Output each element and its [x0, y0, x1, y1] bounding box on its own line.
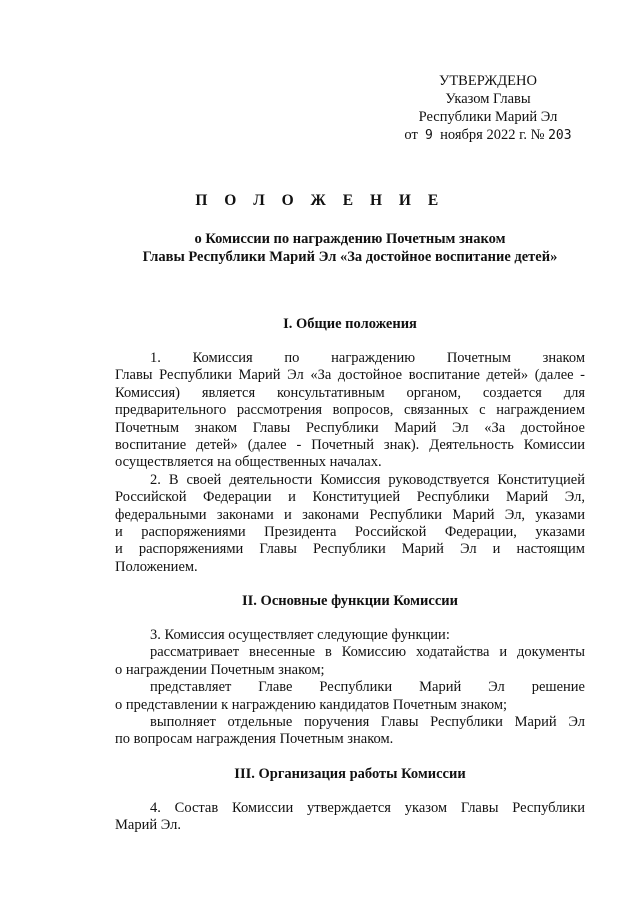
function-item-1: [115, 644, 585, 679]
text-line: о представлении к награждению кандидатов Почетным знаком;: [115, 696, 508, 713]
text-line: Главы Республики Марий Эл «За достойное воспитание детей» (далее -: [115, 367, 585, 384]
paragraph-2: [115, 472, 585, 576]
approval-republic-line: Республики Марий Эл: [418, 109, 558, 125]
text-line: воспитание детей» (далее - Почетный знак). Деятельность Комиссии: [115, 436, 585, 453]
text-line: 2. В своей деятельности Комиссия руководствуется Конституцией: [150, 471, 585, 488]
text-line: выполняет отдельные поручения Главы Республики Марий Эл: [150, 714, 585, 730]
text-line: осуществляется на общественных началах.: [115, 454, 382, 471]
text-line: Положением.: [115, 558, 198, 575]
text-line: и распоряжениями Главы Республики Марий Эл и настоящим: [115, 541, 585, 558]
paragraph-4: [115, 800, 585, 835]
approval-date-day: 9: [425, 128, 433, 143]
text-line: Марий Эл.: [115, 817, 181, 834]
section-heading-general: I. Общие положения: [283, 316, 417, 332]
function-item-3: [115, 714, 585, 749]
paragraph-1: [115, 350, 585, 472]
function-item-2: [115, 679, 585, 714]
text-line: 3. Комиссия осуществляет следующие функции:: [150, 627, 450, 643]
approval-number: 203: [548, 128, 572, 143]
document-title: П О Л О Ж Е Н И Е: [195, 192, 445, 209]
approval-date-rest: ноября 2022 г. №: [440, 127, 545, 143]
approval-decree-line: Указом Главы: [445, 91, 531, 107]
approval-heading: УТВЕРЖДЕНО: [439, 73, 537, 89]
document-subtitle: [110, 230, 590, 266]
approval-date-line: [378, 126, 598, 145]
subtitle-line: Главы Республики Марий Эл «За достойное воспитание детей»: [142, 249, 558, 265]
approval-date-prefix: от: [404, 127, 418, 143]
text-line: 4. Состав Комиссии утверждается указом Главы Республики: [150, 800, 585, 816]
text-line: о награждении Почетным знаком;: [115, 661, 325, 678]
text-line: 1. Комиссия по награждению Почетным знаком: [150, 350, 585, 366]
approval-stamp: [378, 72, 598, 145]
text-line: Комиссия) является консультативным органом, создается для: [115, 384, 585, 401]
text-line: по вопросам награждения Почетным знаком.: [115, 731, 394, 748]
paragraph-3: [115, 627, 585, 644]
text-line: Почетным знаком Главы Республики Марий Эл «За достойное: [115, 419, 585, 436]
text-line: представляет Главе Республики Марий Эл решение: [150, 679, 585, 696]
text-line: предварительного рассмотрения вопросов, связанных с награждением: [115, 402, 585, 419]
text-line: федеральными законами и законами Республики Марий Эл, указами: [115, 506, 585, 523]
section-heading-organization: III. Организация работы Комиссии: [234, 766, 466, 782]
subtitle-line: о Комиссии по награждению Почетным знаком: [194, 231, 506, 247]
text-line: Российской Федерации и Конституцией Республики Марий Эл,: [115, 489, 585, 506]
text-line: и распоряжениями Президента Российской Федерации, указами: [115, 523, 585, 540]
text-line: рассматривает внесенные в Комиссию ходатайства и документы: [150, 644, 585, 661]
section-heading-functions: II. Основные функции Комиссии: [242, 593, 458, 609]
